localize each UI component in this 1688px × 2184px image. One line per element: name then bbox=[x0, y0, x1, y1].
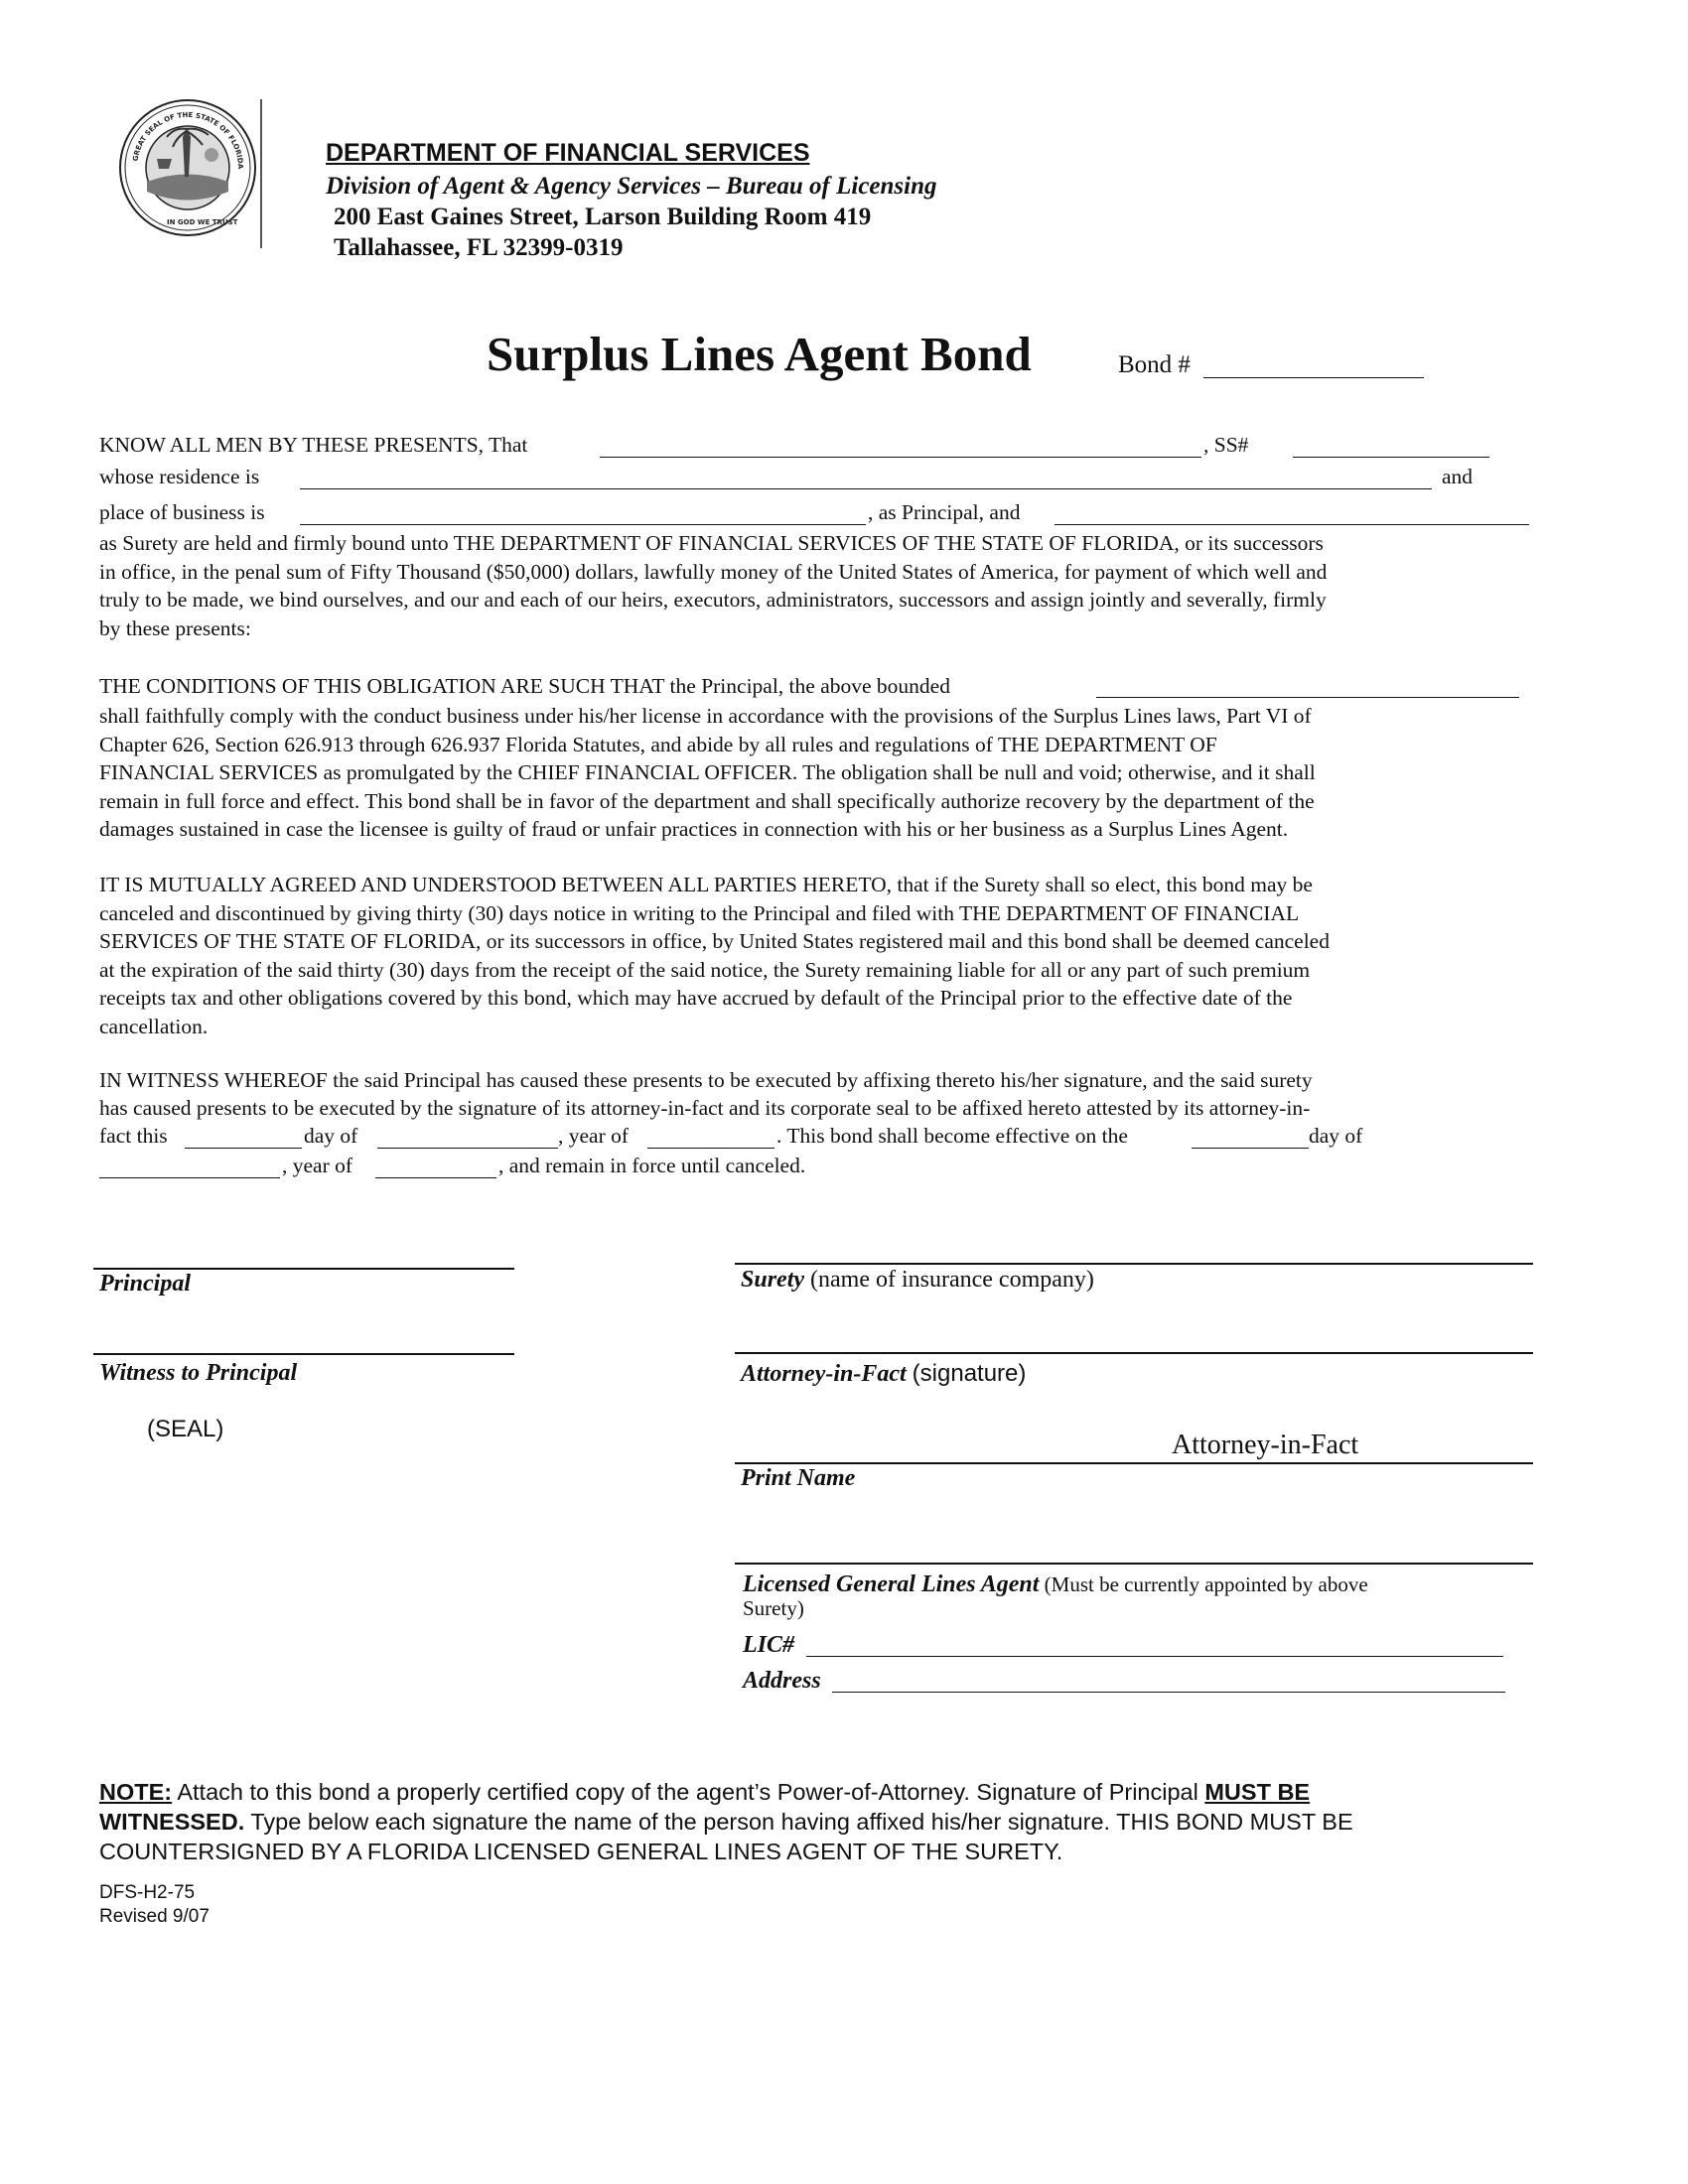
business-label: place of business is bbox=[99, 500, 265, 524]
address-line-2: Tallahassee, FL 32399-0319 bbox=[334, 234, 624, 261]
witness-to-principal-label: Witness to Principal bbox=[99, 1360, 298, 1386]
attorney-label: Attorney-in-Fact (signature) bbox=[741, 1360, 1027, 1387]
month-field-1[interactable] bbox=[377, 1148, 558, 1149]
witness-signature-line[interactable] bbox=[93, 1353, 514, 1355]
lic-label: LIC# bbox=[743, 1632, 795, 1658]
residence-label: whose residence is bbox=[99, 465, 260, 488]
intro-paragraph: as Surety are held and firmly bound unto THE DEPARTMENT OF FINANCIAL SERVICES OF THE STATE OF FLORIDA, or its successors in office, in the penal sum of Fifty Thousand ($50,000) dollars, lawfully money of the United States of America, for payment of which well and truly to be made, we bind ourselves, and our and each of our heirs, executors, administrators, successors and assign jointly and severally, firmly by these presents: bbox=[99, 531, 1328, 640]
day-of-label-1: day of bbox=[304, 1124, 358, 1148]
principal-name-field[interactable] bbox=[600, 457, 1201, 458]
month-field-2[interactable] bbox=[99, 1177, 280, 1178]
ss-number-field[interactable] bbox=[1293, 457, 1489, 458]
and-label: and bbox=[1442, 465, 1474, 488]
ss-label: , SS# bbox=[1203, 433, 1249, 457]
year-field-1[interactable] bbox=[647, 1148, 774, 1149]
bond-number-label: Bond # bbox=[1118, 351, 1191, 378]
surety-signature-line[interactable] bbox=[735, 1263, 1533, 1265]
svg-text:IN GOD WE TRUST: IN GOD WE TRUST bbox=[167, 218, 238, 226]
seal-label: (SEAL) bbox=[147, 1416, 224, 1442]
conditions-first-line: THE CONDITIONS OF THIS OBLIGATION ARE SUCH THAT the Principal, the above bounded bbox=[99, 674, 950, 698]
conditions-paragraph: shall faithfully comply with the conduct business under his/her license in accordance with the provisions of the Surplus Lines laws, Part VI of Chapter 626, Section 626.913 through 626.937 Florida Statutes, and abide by all rules and regulations of THE DEPARTMENT OF FINANCIAL SERVICES as promulgated by the CHIEF FINANCIAL OFFICER. The obligation shall be null and void; otherwise, and it shall remain in full force and effect. This bond shall be in favor of the department and shall specifically authorize recovery by the department of the damages sustained in case the licensee is guilty of fraud or unfair practices in connection with his or her business as a Surplus Lines Agent. bbox=[99, 704, 1316, 842]
agent-address-field[interactable] bbox=[832, 1692, 1505, 1693]
attorney-typed-name: Attorney-in-Fact bbox=[1172, 1430, 1359, 1460]
year-of-label-1: , year of bbox=[558, 1124, 630, 1148]
year-field-2[interactable] bbox=[375, 1177, 496, 1178]
surety-name-field[interactable] bbox=[1055, 524, 1529, 525]
surety-label: Surety (name of insurance company) bbox=[741, 1267, 1094, 1293]
header-divider bbox=[260, 99, 262, 248]
principal-label: Principal bbox=[99, 1271, 192, 1297]
fact-this-label: fact this bbox=[99, 1124, 168, 1148]
agreement-paragraph: IT IS MUTUALLY AGREED AND UNDERSTOOD BETWEEN ALL PARTIES HERETO, that if the Surety shall so elect, this bond may be canceled and discontinued by giving thirty (30) days notice in writing to the Principal and filed with THE DEPARTMENT OF FINANCIAL SERVICES OF THE STATE OF FLORIDA, or its successors in office, by United States registered mail and this bond shall be deemed canceled at the expiration of the said thirty (30) days from the receipt of the said notice, the Surety remaining liable for all or any part of such premium receipts tax and other obligations covered by this bond, which may have accrued by default of the Principal prior to the effective date of the cancellation. bbox=[99, 873, 1330, 1038]
business-address-field[interactable] bbox=[300, 524, 866, 525]
address-line-1: 200 East Gaines Street, Larson Building Room 419 bbox=[334, 204, 872, 230]
witness-line-1: IN WITNESS WHEREOF the said Principal has caused these presents to be executed by affixing thereto his/her signature, and the said surety bbox=[99, 1068, 1313, 1092]
principal-signature-line[interactable] bbox=[93, 1268, 514, 1270]
witness-line-2: has caused presents to be executed by the signature of its attorney-in-fact and its corporate seal to be affixed hereto attested by its attorney-in- bbox=[99, 1096, 1311, 1120]
address-label: Address bbox=[743, 1668, 821, 1694]
svg-text:GREAT SEAL OF THE STATE OF FLO: GREAT SEAL OF THE STATE OF FLORIDA bbox=[131, 110, 245, 170]
day-field-2[interactable] bbox=[1192, 1148, 1309, 1149]
bond-number-field[interactable] bbox=[1203, 377, 1424, 378]
form-identifier: DFS-H2-75 Revised 9/07 bbox=[99, 1882, 210, 1927]
residence-field[interactable] bbox=[300, 488, 1432, 489]
effective-label: . This bond shall become effective on the bbox=[776, 1124, 1128, 1148]
attorney-signature-line[interactable] bbox=[735, 1352, 1533, 1354]
intro-line-1: KNOW ALL MEN BY THESE PRESENTS, That bbox=[99, 433, 528, 457]
lic-number-field[interactable] bbox=[806, 1656, 1503, 1657]
note-paragraph: NOTE: Attach to this bond a properly certified copy of the agent’s Power-of-Attorney. Signature of Principal MUST BE WITNESSED. Type below each signature the name of the person having affixed his/her signature. THIS BOND MUST BE COUNTERSIGNED BY A FLORIDA LICENSED GENERAL LINES AGENT OF THE SURETY. bbox=[99, 1779, 1353, 1864]
print-name-line[interactable] bbox=[735, 1462, 1533, 1464]
department-name: DEPARTMENT OF FINANCIAL SERVICES bbox=[326, 139, 810, 167]
day-of-label-2: day of bbox=[1309, 1124, 1363, 1148]
licensed-agent-signature-line[interactable] bbox=[735, 1563, 1533, 1565]
as-principal-label: , as Principal, and bbox=[868, 500, 1021, 524]
licensed-agent-label: Licensed General Lines Agent (Must be currently appointed by above Surety) bbox=[743, 1571, 1368, 1620]
page-title: Surplus Lines Agent Bond bbox=[487, 327, 1032, 381]
bounded-name-field[interactable] bbox=[1096, 697, 1519, 698]
remain-label: , and remain in force until canceled. bbox=[498, 1154, 806, 1177]
print-name-label: Print Name bbox=[741, 1465, 856, 1491]
state-seal-logo bbox=[117, 97, 258, 238]
day-field-1[interactable] bbox=[185, 1148, 302, 1149]
year-of-label-2: , year of bbox=[282, 1154, 353, 1177]
division-name: Division of Agent & Agency Services – Bureau of Licensing bbox=[326, 173, 937, 200]
